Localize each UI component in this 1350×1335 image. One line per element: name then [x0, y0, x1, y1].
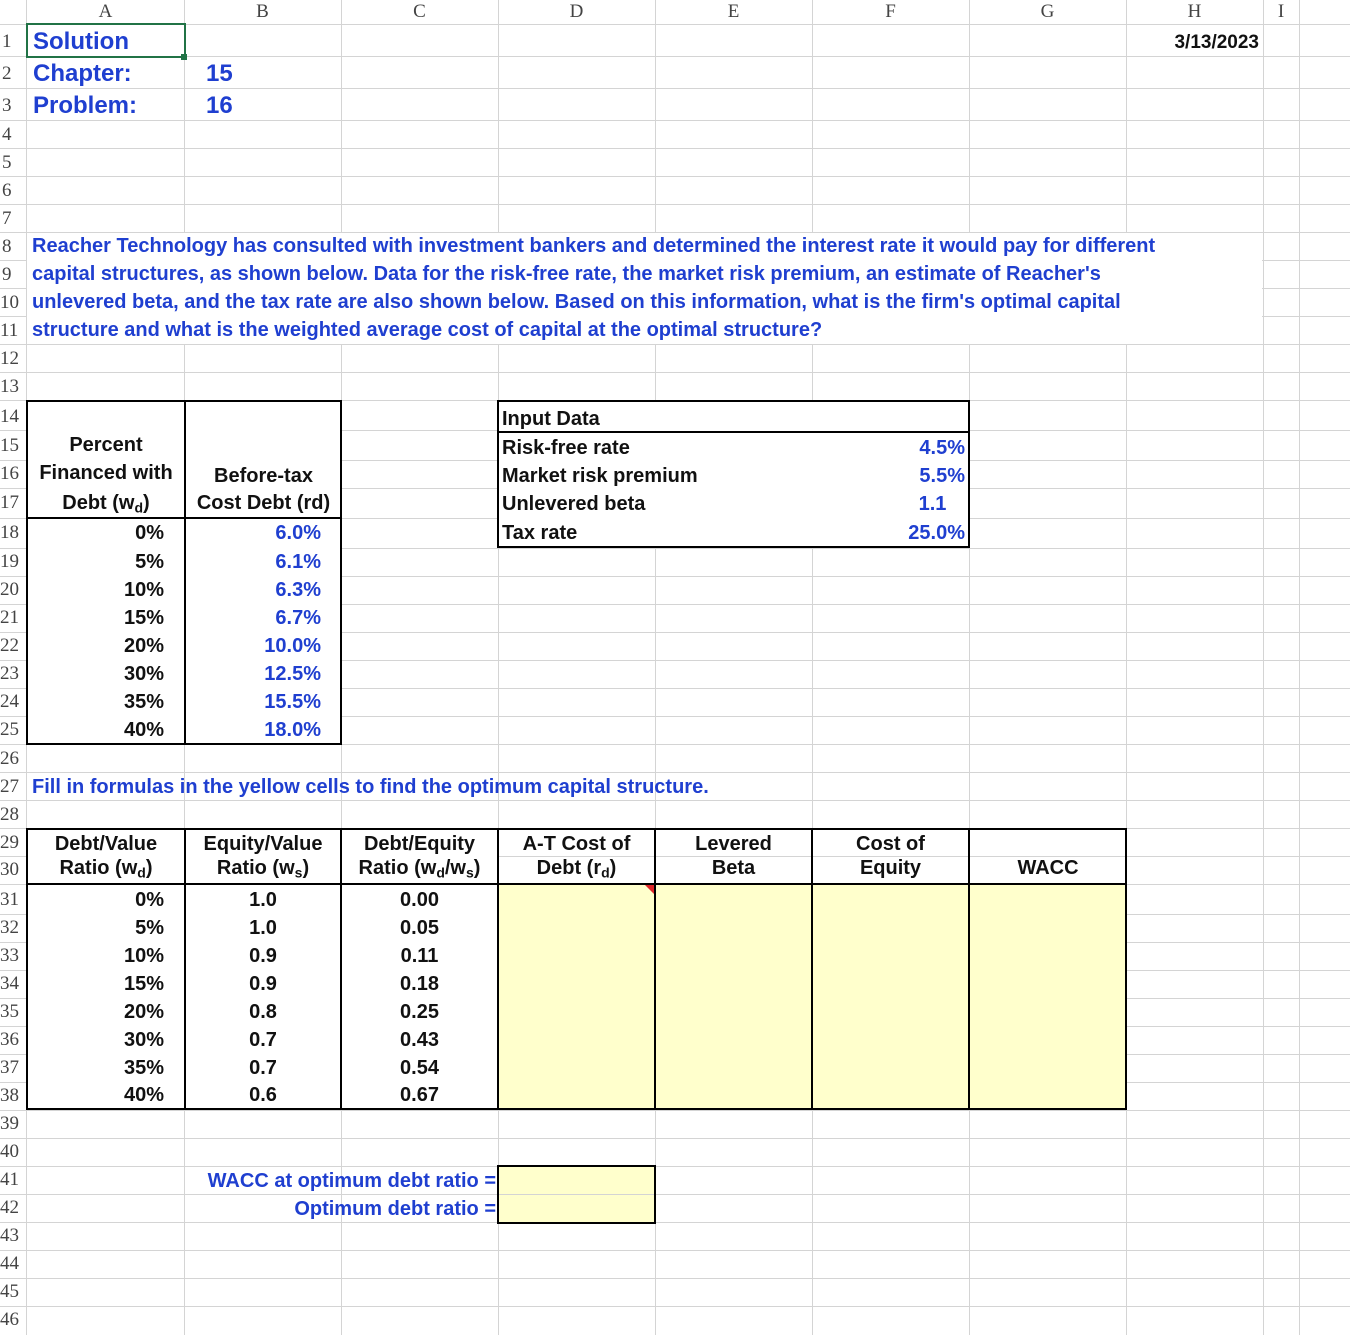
header-wacc[interactable]: WACC: [1017, 857, 1079, 879]
row-number[interactable]: 46: [0, 1309, 19, 1330]
row-number[interactable]: 20: [0, 579, 19, 600]
before-tax-cost-cell[interactable]: 6.3%: [275, 579, 321, 601]
row-number[interactable]: 30: [0, 859, 19, 880]
header-debt-value-ratio[interactable]: Debt/Value: [54, 833, 158, 855]
row-number[interactable]: 27: [0, 776, 19, 797]
percent-debt-cell[interactable]: 40%: [123, 719, 164, 741]
debt-value-cell[interactable]: 20%: [123, 1001, 164, 1023]
optimum-debt-ratio-label[interactable]: Optimum debt ratio =: [294, 1198, 496, 1220]
equity-value-cell[interactable]: 1.0: [249, 917, 277, 939]
row-number[interactable]: 18: [0, 522, 19, 543]
debt-value-cell[interactable]: 40%: [123, 1084, 164, 1106]
row-number[interactable]: 44: [0, 1253, 19, 1274]
header-before-tax-cost[interactable]: Cost Debt (rd): [196, 492, 331, 514]
problem-text-line[interactable]: structure and what is the weighted average cost of capital at the optimal structure?: [32, 319, 823, 341]
risk-free-rate-value[interactable]: 4.5%: [919, 437, 965, 459]
wacc-optimum-label[interactable]: WACC at optimum debt ratio =: [207, 1170, 496, 1192]
debt-equity-cell[interactable]: 0.54: [400, 1057, 439, 1079]
chapter-label[interactable]: Chapter:: [33, 60, 132, 87]
header-levered-beta[interactable]: Beta: [711, 857, 756, 879]
row-number[interactable]: 29: [0, 832, 19, 853]
column-header-i[interactable]: I: [1277, 1, 1285, 22]
row-number[interactable]: 17: [0, 492, 19, 513]
problem-text-line[interactable]: capital structures, as shown below. Data for the risk-free rate, the market risk premium, an estimate of Reacher's: [32, 263, 1101, 285]
column-header-e[interactable]: E: [727, 1, 740, 22]
before-tax-cost-cell[interactable]: 18.0%: [264, 719, 321, 741]
before-tax-cost-cell[interactable]: 6.1%: [275, 551, 321, 573]
row-number[interactable]: 25: [0, 719, 19, 740]
percent-debt-cell[interactable]: 15%: [123, 607, 164, 629]
results-divider: [499, 1194, 654, 1195]
problem-text-line[interactable]: unlevered beta, and the tax rate are also shown below. Based on this information, what is the firm's optimal capital: [32, 291, 1121, 313]
row-number[interactable]: 34: [0, 973, 19, 994]
row-number[interactable]: 33: [0, 945, 19, 966]
row-number[interactable]: 24: [0, 691, 19, 712]
row-number[interactable]: 7: [2, 208, 12, 229]
header-cost-of-equity[interactable]: Cost of: [856, 833, 925, 855]
percent-debt-cell[interactable]: 20%: [123, 635, 164, 657]
market-risk-premium-value[interactable]: 5.5%: [919, 465, 965, 487]
debt-equity-cell[interactable]: 0.00: [400, 889, 439, 911]
row-number[interactable]: 38: [0, 1085, 19, 1106]
equity-value-cell[interactable]: 0.7: [249, 1057, 277, 1079]
row-number[interactable]: 3: [2, 95, 12, 116]
row-number[interactable]: 16: [0, 463, 19, 484]
column-header-f[interactable]: F: [885, 1, 896, 22]
row-number[interactable]: 15: [0, 435, 19, 456]
row-number[interactable]: 35: [0, 1001, 19, 1022]
instruction-text[interactable]: Fill in formulas in the yellow cells to find the optimum capital structure.: [32, 776, 709, 798]
debt-value-cell[interactable]: 5%: [135, 917, 164, 939]
row-number[interactable]: 28: [0, 804, 19, 825]
unlevered-beta-value[interactable]: 1.1: [918, 493, 947, 515]
row-number[interactable]: 21: [0, 607, 19, 628]
row-number[interactable]: 40: [0, 1141, 19, 1162]
percent-debt-cell[interactable]: 35%: [123, 691, 164, 713]
before-tax-cost-cell[interactable]: 10.0%: [264, 635, 321, 657]
row-number[interactable]: 9: [2, 264, 12, 285]
row-number[interactable]: 23: [0, 663, 19, 684]
input-label[interactable]: Tax rate: [502, 522, 578, 544]
row-number[interactable]: 36: [0, 1029, 19, 1050]
row-number[interactable]: 14: [0, 406, 19, 427]
row-number[interactable]: 43: [0, 1225, 19, 1246]
problem-text-line[interactable]: Reacher Technology has consulted with investment bankers and determined the interest rate it would pay for different: [32, 235, 1156, 257]
row-number[interactable]: 37: [0, 1057, 19, 1078]
percent-debt-cell[interactable]: 0%: [135, 522, 164, 544]
row-number[interactable]: 6: [2, 180, 12, 201]
debt-value-cell[interactable]: 15%: [123, 973, 164, 995]
header-cost-of-equity[interactable]: Equity: [859, 857, 922, 879]
row-number[interactable]: 31: [0, 889, 19, 910]
debt-value-cell[interactable]: 0%: [135, 889, 164, 911]
before-tax-cost-cell[interactable]: 15.5%: [264, 691, 321, 713]
column-header-d[interactable]: D: [569, 1, 584, 22]
row-number[interactable]: 10: [0, 292, 19, 313]
percent-debt-cell[interactable]: 5%: [135, 551, 164, 573]
before-tax-cost-cell[interactable]: 6.0%: [275, 522, 321, 544]
row-number[interactable]: 39: [0, 1113, 19, 1134]
input-data-title[interactable]: Input Data: [502, 408, 600, 430]
header-before-tax-cost[interactable]: Before-tax: [214, 465, 313, 487]
debt-equity-cell[interactable]: 0.11: [400, 945, 439, 967]
row-number[interactable]: 4: [2, 124, 12, 145]
problem-value[interactable]: 16: [206, 92, 233, 119]
debt-value-cell[interactable]: 30%: [123, 1029, 164, 1051]
sheet-title[interactable]: Solution: [33, 28, 129, 55]
comment-indicator[interactable]: [645, 885, 654, 894]
row-number[interactable]: 13: [0, 376, 19, 397]
row-number[interactable]: 45: [0, 1281, 19, 1302]
percent-debt-cell[interactable]: 10%: [123, 579, 164, 601]
row-number[interactable]: 1: [2, 31, 12, 52]
equity-value-cell[interactable]: 0.8: [249, 1001, 277, 1023]
debt-equity-cell[interactable]: 0.67: [400, 1084, 439, 1106]
column-header-h[interactable]: H: [1187, 1, 1202, 22]
column-header-a[interactable]: A: [98, 1, 113, 22]
header-percent-financed[interactable]: Percent: [69, 434, 143, 456]
equity-value-cell[interactable]: 0.9: [249, 945, 277, 967]
header-percent-financed[interactable]: Debt $(w_d)$: [62, 492, 150, 516]
date-cell[interactable]: 3/13/2023: [1174, 32, 1259, 53]
row-number[interactable]: 2: [2, 63, 12, 84]
row-number[interactable]: 22: [0, 635, 19, 656]
percent-debt-cell[interactable]: 30%: [123, 663, 164, 685]
equity-value-cell[interactable]: 0.6: [249, 1084, 277, 1106]
debt-equity-cell[interactable]: 0.43: [400, 1029, 439, 1051]
problem-label[interactable]: Problem:: [33, 92, 138, 119]
debt-value-cell[interactable]: 35%: [123, 1057, 164, 1079]
debt-value-cell[interactable]: 10%: [123, 945, 164, 967]
input-label[interactable]: Market risk premium: [502, 465, 698, 487]
header-debt-value-ratio[interactable]: Ratio $(w_d)$: [59, 857, 153, 881]
row-number[interactable]: 12: [0, 348, 19, 369]
header-debt-equity-ratio[interactable]: Ratio $(w_d/w_s)$: [358, 857, 481, 881]
column-header-g[interactable]: G: [1040, 1, 1055, 22]
column-header-b[interactable]: B: [256, 1, 269, 22]
fill-handle[interactable]: [181, 54, 187, 60]
equity-value-cell[interactable]: 1.0: [249, 889, 277, 911]
equity-value-cell[interactable]: 0.9: [249, 973, 277, 995]
debt-equity-cell[interactable]: 0.18: [400, 973, 439, 995]
header-percent-financed[interactable]: Financed with: [39, 462, 173, 484]
row-number[interactable]: 8: [2, 236, 12, 257]
row-number[interactable]: 26: [0, 748, 19, 769]
header-equity-value-ratio[interactable]: Equity/Value: [203, 833, 323, 855]
before-tax-cost-cell[interactable]: 6.7%: [275, 607, 321, 629]
input-label[interactable]: Unlevered beta: [502, 493, 646, 515]
header-equity-value-ratio[interactable]: Ratio $(w_s)$: [216, 857, 310, 881]
column-header-c[interactable]: C: [413, 1, 426, 22]
header-levered-beta[interactable]: Levered: [695, 833, 772, 855]
debt-equity-cell[interactable]: 0.05: [400, 917, 439, 939]
chapter-value[interactable]: 15: [206, 60, 233, 87]
debt-equity-cell[interactable]: 0.25: [400, 1001, 439, 1023]
row-number[interactable]: 42: [0, 1197, 19, 1218]
header-after-tax-cost-debt[interactable]: Debt $(r_d)$: [536, 857, 617, 881]
before-tax-cost-cell[interactable]: 12.5%: [264, 663, 321, 685]
input-label[interactable]: Risk-free rate: [502, 437, 630, 459]
header-debt-equity-ratio[interactable]: Debt/Equity: [363, 833, 476, 855]
row-number[interactable]: 32: [0, 917, 19, 938]
header-after-tax-cost-debt[interactable]: A-T Cost of: [522, 833, 631, 855]
row-number[interactable]: 41: [0, 1169, 19, 1190]
tax-rate-value[interactable]: 25.0%: [908, 522, 965, 544]
equity-value-cell[interactable]: 0.7: [249, 1029, 277, 1051]
row-number[interactable]: 19: [0, 551, 19, 572]
row-number[interactable]: 5: [2, 152, 12, 173]
row-number[interactable]: 11: [0, 320, 19, 341]
